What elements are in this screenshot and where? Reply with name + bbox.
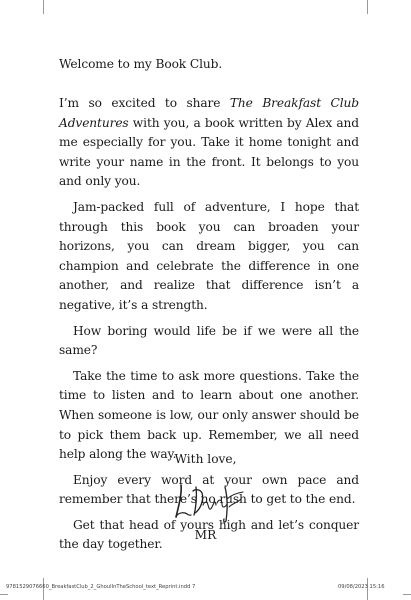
crop-mark-bottom-right-h [403,594,411,595]
paragraph-adventure: Jam-packed full of adventure, I hope that through this book you can broaden your horizons, you can dream bigger, you can champion and celebrate the difference in one another, and realize that difference isn’t a negative, it’s a strength. [59,199,359,312]
signature-initials: MR [194,528,217,542]
letter-greeting: Welcome to my Book Club. [59,57,223,71]
paragraph-intro [59,94,359,192]
intro-text-continued: with you, a book written by Alex and me especially for you. Take it home tonight and write your name in the front. It belongs to you and only you. [59,115,359,189]
crop-mark-top-right [367,0,368,14]
printer-slug-filename: 9781529076660_BreakfastClub_2_GhoulInTheSchool_text_Reprint.indd 7 [6,584,196,590]
paragraph-enjoy: Enjoy every word at your own pace and remember that there’s no rush to get to the end. [59,472,359,507]
book-title: The Breakfast Club Adventures [59,96,359,130]
paragraph-conquer: Get that head of yours high and let’s conquer the day together. [59,517,359,552]
paragraph-take-time: Take the time to ask more questions. Take the time to listen and to learn about one another. When someone is low, our only answer should be to pick them back up. Remember, we all need help along the way. [59,368,359,462]
closing-with-love: With love, [174,452,237,466]
handwritten-signature [167,477,251,525]
paragraph-question: How boring would life be if we were all the same? [59,323,359,358]
crop-mark-top-left [43,0,44,14]
intro-text: I’m so excited to share [59,96,230,110]
printer-slug-date: 09/08/2023 15:16 [338,584,385,590]
crop-mark-bottom-left-h [0,594,8,595]
